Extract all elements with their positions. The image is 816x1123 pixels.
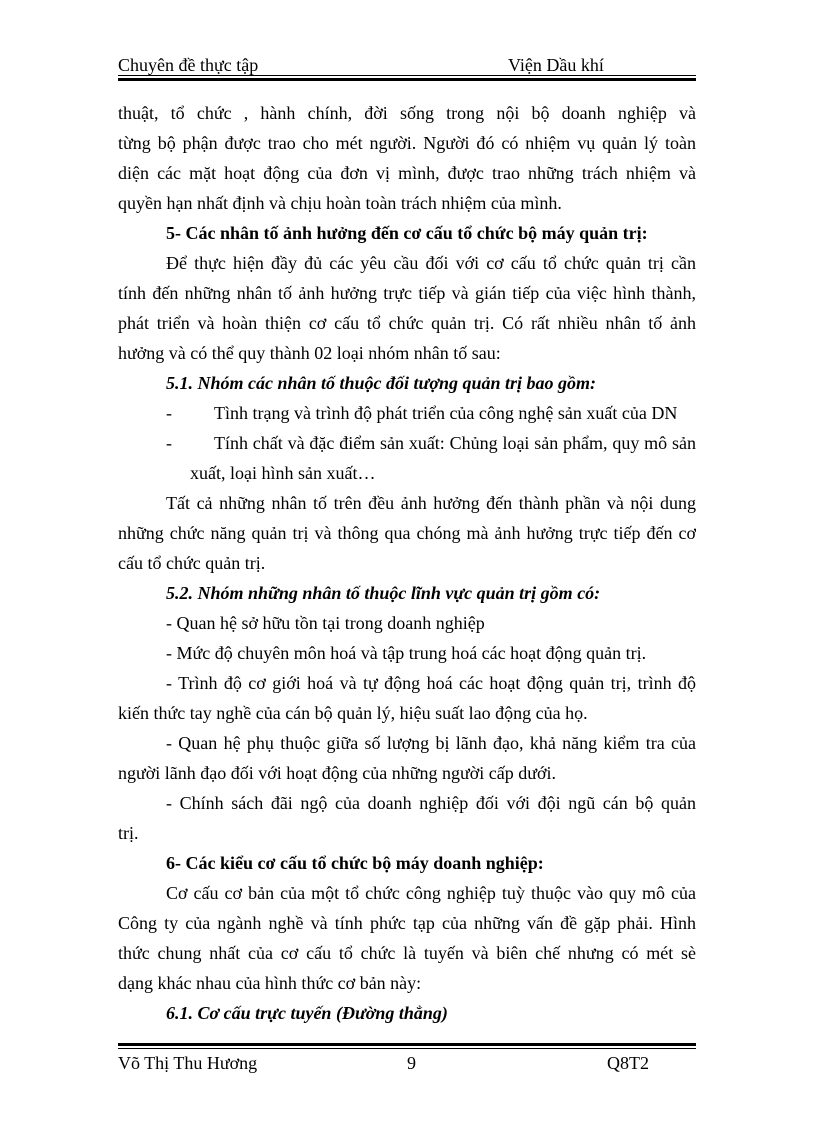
header-rule-thick xyxy=(118,78,696,81)
bullet-text: Tính chất và đặc điểm sản xuất: Chủng loại sản phẩm, quy mô sản xyxy=(214,433,696,453)
list-item: - Quan hệ phụ thuộc giữa số lượng bị lãnh đạo, khả năng kiểm tra của xyxy=(166,733,696,753)
header-rule-thin xyxy=(118,75,696,76)
subsection-heading-6-1: 6.1. Cơ cấu trực tuyến (Đường thẳng) xyxy=(166,1003,448,1023)
paragraph-line: tính đến những nhân tố ảnh hưởng trực tiếp và gián tiếp của việc hình thành, xyxy=(118,283,696,303)
paragraph-line: Tất cả những nhân tố trên đều ảnh hưởng đến thành phần và nội dung xyxy=(166,493,696,513)
header-left-title: Chuyên đề thực tập xyxy=(118,55,259,75)
paragraph-line: dạng khác nhau của hình thức cơ bản này: xyxy=(118,973,422,993)
paragraph-line: những chức năng quản trị và thông qua chóng mà ảnh hưởng trực tiếp đến cơ xyxy=(118,523,696,543)
page-body xyxy=(118,98,696,1028)
bullet-text: Tình trạng và trình độ phát triển của công nghệ sản xuất của DN xyxy=(214,403,678,423)
paragraph-line: thuật, tổ chức , hành chính, đời sống trong nội bộ doanh nghiệp và xyxy=(118,103,696,123)
section-heading-6: 6- Các kiểu cơ cấu tổ chức bộ máy doanh nghiệp: xyxy=(166,853,544,873)
paragraph-line: hưởng và có thể quy thành 02 loại nhóm nhân tố sau: xyxy=(118,343,501,363)
paragraph-line: Cơ cấu cơ bản của một tổ chức công nghiệp tuỳ thuộc vào quy mô của xyxy=(166,883,696,903)
bullet-item xyxy=(118,398,696,428)
subsection-heading-5-2: 5.2. Nhóm những nhân tố thuộc lĩnh vực quản trị gồm có: xyxy=(166,583,601,603)
paragraph-line: phát triển và hoàn thiện cơ cấu tổ chức quản trị. Có rất nhiều nhân tố ảnh xyxy=(118,313,696,333)
paragraph-line: diện các mặt hoạt động của đơn vị mình, được trao những trách nhiệm và xyxy=(118,163,696,183)
bullet-continuation: xuất, loại hình sản xuất… xyxy=(190,463,376,483)
list-item-continuation: kiến thức tay nghề của cán bộ quản lý, hiệu suất lao động của họ. xyxy=(118,703,588,723)
paragraph-line: Để thực hiện đầy đủ các yêu cầu đối với cơ cấu tổ chức quản trị cần xyxy=(166,253,696,273)
paragraph-line: từng bộ phận được trao cho mét người. Người đó có nhiệm vụ quản lý toàn xyxy=(118,133,696,153)
section-heading-5: 5- Các nhân tố ảnh hưởng đến cơ cấu tổ chức bộ máy quản trị: xyxy=(166,223,648,243)
list-item: - Trình độ cơ giới hoá và tự động hoá các hoạt động quản trị, trình độ xyxy=(166,673,696,693)
footer-page-number: 9 xyxy=(407,1053,416,1073)
paragraph-line: quyền hạn nhất định và chịu hoàn toàn trách nhiệm của mình. xyxy=(118,193,562,213)
list-item-continuation: người lãnh đạo đối với hoạt động của những người cấp dưới. xyxy=(118,763,557,783)
paragraph-line: cấu tổ chức quản trị. xyxy=(118,553,266,573)
footer-rule-thin xyxy=(118,1048,696,1049)
footer-author: Võ Thị Thu Hương xyxy=(118,1053,258,1073)
bullet-item xyxy=(118,428,696,458)
bullet-dash: - xyxy=(166,433,172,453)
list-item: - Quan hệ sở hữu tồn tại trong doanh nghiệp xyxy=(166,613,485,633)
header-right-title: Viện Dầu khí xyxy=(508,55,604,75)
list-item: - Mức độ chuyên môn hoá và tập trung hoá các hoạt động quản trị. xyxy=(166,643,647,663)
list-item: - Chính sách đãi ngộ của doanh nghiệp đối với đội ngũ cán bộ quản xyxy=(166,793,696,813)
footer-code: Q8T2 xyxy=(607,1053,649,1073)
footer-rule-thick xyxy=(118,1043,696,1046)
subsection-heading-5-1: 5.1. Nhóm các nhân tố thuộc đối tượng quản trị bao gồm: xyxy=(166,373,597,393)
list-item-continuation: trị. xyxy=(118,823,139,843)
paragraph-line: thức chung nhất của cơ cấu tổ chức là tuyến và biên chế nhưng có mét sè xyxy=(118,943,696,963)
bullet-dash: - xyxy=(166,403,172,423)
paragraph-line: Công ty của ngành nghề và tính phức tạp của những vấn đề gặp phải. Hình xyxy=(118,913,696,933)
